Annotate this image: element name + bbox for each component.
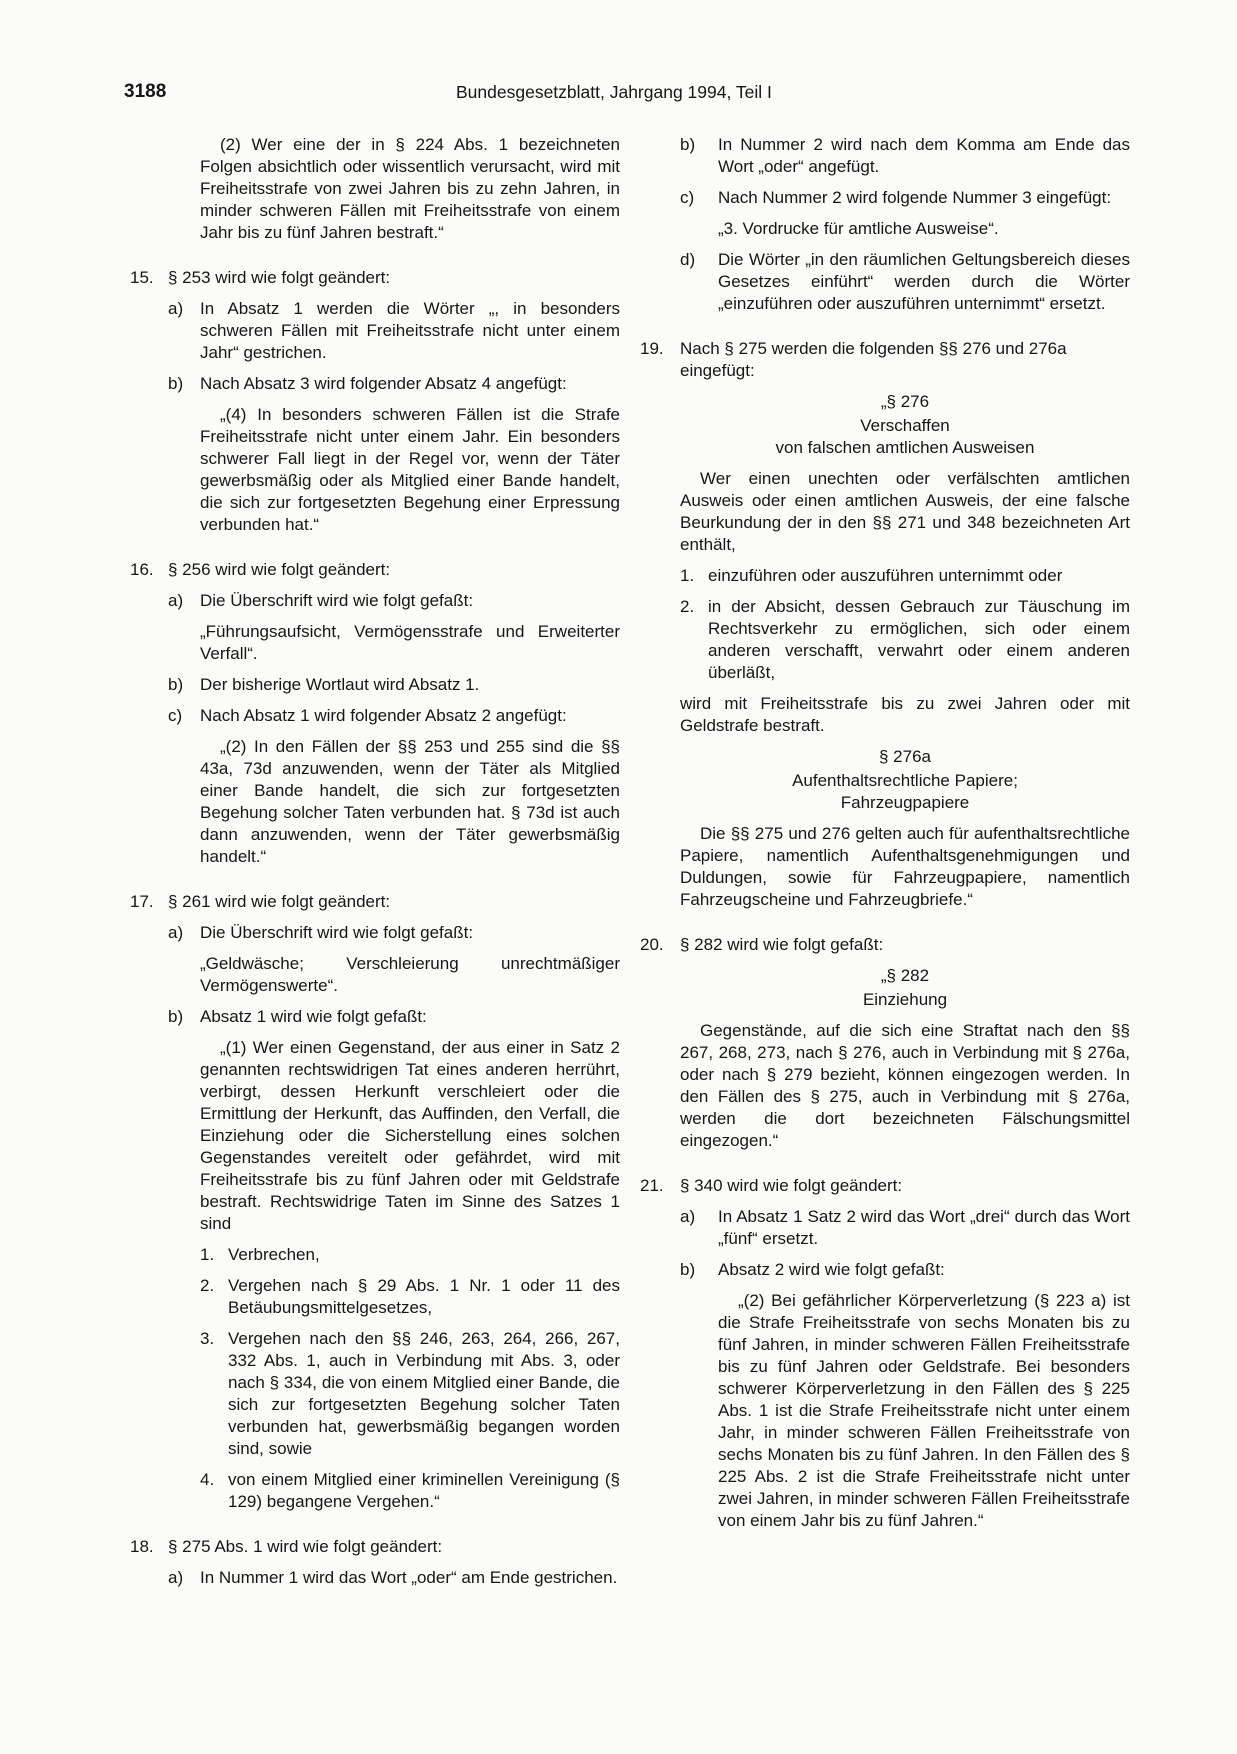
sub-text: Nach Absatz 1 wird folgender Absatz 2 angefügt: (200, 706, 567, 725)
section-276-item-1 (640, 565, 1130, 587)
item-text: § 340 wird wie folgt geändert: (680, 1176, 903, 1195)
item-15b (130, 373, 620, 395)
sub-letter: a) (168, 299, 184, 318)
list-item-4 (130, 1469, 620, 1513)
sub-letter: a) (168, 1568, 184, 1587)
section-276-closing: wird mit Freiheitsstrafe bis zu zwei Jahren oder mit Geldstrafe bestraft. (680, 694, 1130, 735)
list-text: einzuführen oder auszuführen unternimmt oder (708, 566, 1063, 585)
list-text: von einem Mitglied einer kriminellen Vereinigung (§ 129) begangene Vergehen.“ (228, 1470, 620, 1511)
list-number: 2. (200, 1276, 215, 1295)
item-15 (130, 267, 620, 289)
paragraph-intro: (2) Wer eine der in § 224 Abs. 1 bezeichneten Folgen absichtlich oder wissentlich verursacht, wird mit Freiheitsstrafe von zwei Jahren bis zu zehn Jahren, in minder schweren Fällen mit Freiheitsstrafe von einem Jahr bis zu fünf Jahren bestraft.“ (200, 135, 620, 242)
page-header (0, 81, 1237, 107)
running-title: Bundesgesetzblatt, Jahrgang 1994, Teil I (456, 82, 772, 102)
sub-text: Absatz 2 wird wie folgt gefaßt: (718, 1260, 945, 1279)
sub-text: In Absatz 1 Satz 2 wird das Wort „drei“ durch das Wort „fünf“ ersetzt. (718, 1207, 1130, 1248)
section-276a-paragraph: Die §§ 275 und 276 gelten auch für aufenthaltsrechtliche Papiere, namentlich Aufenthaltsgenehmigungen und Duldungen, sowie für Fahrzeugpapiere, namentlich Fahrzeugscheine und Fahrzeugbriefe.“ (680, 824, 1130, 909)
item-17b (130, 1006, 620, 1028)
item-text: § 275 Abs. 1 wird wie folgt geändert: (168, 1537, 443, 1556)
quote-15b: „(4) In besonders schweren Fällen ist die Strafe Freiheitsstrafe nicht unter einem Jahr. Ein besonders schwerer Fall liegt in der Regel vor, wenn der Täter gewerbsmäßig oder als Mitglied einer Bande handelt, die sich zur fortgesetzten Begehung einer Erpressung verbunden hat.“ (200, 405, 620, 534)
sub-text: Nach Nummer 2 wird folgende Nummer 3 eingefügt: (718, 188, 1112, 207)
item-number: 20. (640, 935, 664, 954)
list-number: 3. (200, 1329, 215, 1348)
item-16a (130, 590, 620, 612)
quote-17a: „Geldwäsche; Verschleierung unrechtmäßiger Vermögenswerte“. (200, 954, 620, 995)
section-276a-title-2: Fahrzeugpapiere (840, 793, 970, 812)
sub-letter: a) (680, 1207, 696, 1226)
sub-letter: b) (680, 135, 696, 154)
list-text: Verbrechen, (228, 1245, 320, 1264)
section-282-title: Einziehung (862, 990, 948, 1009)
right-column (640, 134, 1130, 1541)
list-number: 2. (680, 597, 695, 616)
item-21b (640, 1259, 1130, 1281)
quote-17b: „(1) Wer einen Gegenstand, der aus einer in Satz 2 genannten rechtswidrigen Tat eines anderen herrührt, verbirgt, dessen Herkunft verschleiert oder die Ermittlung der Herkunft, das Auffinden, den Verfall, die Einziehung oder die Sicherstellung eines solchen Gegenstandes vereitelt oder gefährdet, wird mit Freiheitsstrafe bis zu fünf Jahren oder mit Geldstrafe bestraft. Rechtswidrige Taten im Sinne des Satzes 1 sind (200, 1038, 620, 1233)
item-18b (640, 134, 1130, 178)
section-276-title-2: von falschen amtlichen Ausweisen (775, 438, 1035, 457)
sub-text: In Absatz 1 werden die Wörter „, in besonders schweren Fällen mit Freiheitsstrafe nicht unter einem Jahr“ gestrichen. (200, 299, 620, 362)
sub-letter: b) (680, 1260, 696, 1279)
item-number: 15. (130, 268, 154, 287)
section-282-heading: „§ 282 (880, 966, 930, 985)
item-18 (130, 1536, 620, 1558)
sub-letter: c) (168, 706, 183, 725)
list-text: Vergehen nach § 29 Abs. 1 Nr. 1 oder 11 des Betäubungsmittelgesetzes, (228, 1276, 620, 1317)
list-text: in der Absicht, dessen Gebrauch zur Täuschung im Rechtsverkehr zu ermöglichen, sich oder einem anderen verschafft, verwahrt oder einem anderen überläßt, (708, 597, 1130, 682)
item-number: 16. (130, 560, 154, 579)
quote-21b: „(2) Bei gefährlicher Körperverletzung (§ 223 a) ist die Strafe Freiheitsstrafe von sechs Monaten bis zu fünf Jahren, in minder schweren Fällen Freiheitsstrafe bis zu fünf Jahren oder Geldstrafe. Bei besonders schwerer Körperverletzung in den Fällen des § 225 Abs. 1 ist die Strafe Freiheitsstrafe nicht unter einem Jahr, in minder schweren Fällen Freiheitsstrafe von sechs Monaten bis zu fünf Jahren. In den Fällen des § 225 Abs. 2 ist die Strafe Freiheitsstrafe nicht unter zwei Jahren, in minder schweren Fällen Freiheitsstrafe von einem Jahr bis zu fünf Jahren.“ (718, 1291, 1130, 1530)
sub-letter: b) (168, 374, 184, 393)
sub-letter: b) (168, 675, 184, 694)
sub-text: In Nummer 2 wird nach dem Komma am Ende das Wort „oder“ angefügt. (718, 135, 1130, 176)
item-16c (130, 705, 620, 727)
sub-text: In Nummer 1 wird das Wort „oder“ am Ende gestrichen. (200, 1568, 618, 1587)
item-21 (640, 1175, 1130, 1197)
item-18d (640, 249, 1130, 315)
item-number: 17. (130, 892, 154, 911)
item-text: § 256 wird wie folgt geändert: (168, 560, 391, 579)
sub-text: Nach Absatz 3 wird folgender Absatz 4 angefügt: (200, 374, 567, 393)
list-item-1 (130, 1244, 620, 1266)
list-item-2 (130, 1275, 620, 1319)
quote-18c: „3. Vordrucke für amtliche Ausweise“. (718, 219, 999, 238)
list-number: 1. (680, 566, 695, 585)
item-number: 21. (640, 1176, 664, 1195)
item-number: 18. (130, 1537, 154, 1556)
list-text: Vergehen nach den §§ 246, 263, 264, 266, 267, 332 Abs. 1, auch in Verbindung mit Abs. 3, oder nach § 334, die von einem Mitglied einer Bande, die sich zur fortgesetzten Begehung solcher Taten verbunden hat, gewerbsmäßig begangen worden sind, sowie (228, 1329, 620, 1458)
sub-letter: c) (680, 188, 695, 207)
list-number: 1. (200, 1245, 215, 1264)
sub-text: Absatz 1 wird wie folgt gefaßt: (200, 1007, 427, 1026)
sub-text: Der bisherige Wortlaut wird Absatz 1. (200, 675, 480, 694)
item-21a (640, 1206, 1130, 1250)
item-text: § 282 wird wie folgt gefaßt: (680, 935, 884, 954)
quote-16c: „(2) In den Fällen der §§ 253 und 255 sind die §§ 43a, 73d anzuwenden, wenn der Täter als Mitglied einer Bande handelt, die sich zur fortgesetzten Begehung solcher Taten verbunden hat. § 73d ist auch dann anzuwenden, wenn der Täter gewerbsmäßig handelt.“ (200, 737, 620, 866)
item-text: § 261 wird wie folgt geändert: (168, 892, 391, 911)
item-19 (640, 338, 1130, 382)
sub-letter: a) (168, 591, 184, 610)
section-276-paragraph: Wer einen unechten oder verfälschten amtlichen Ausweis oder einen amtlichen Ausweis, der eine falsche Beurkundung der in den §§ 271 und 348 bezeichneten Art enthält, (680, 469, 1130, 554)
item-17a (130, 922, 620, 944)
section-276a-heading: § 276a (879, 747, 931, 766)
quote-16a: „Führungsaufsicht, Vermögensstrafe und Erweiterter Verfall“. (200, 622, 620, 663)
item-18a (130, 1567, 620, 1589)
item-20 (640, 934, 1130, 956)
item-16 (130, 559, 620, 581)
sub-text: Die Wörter „in den räumlichen Geltungsbereich dieses Gesetzes einführt“ werden durch die Wörter „einzuführen oder auszuführen unternimmt“ ersetzt. (718, 250, 1130, 313)
sub-text: Die Überschrift wird wie folgt gefaßt: (200, 923, 474, 942)
sub-text: Die Überschrift wird wie folgt gefaßt: (200, 591, 474, 610)
item-17 (130, 891, 620, 913)
left-column (130, 134, 620, 1598)
section-276-item-2 (640, 596, 1130, 684)
item-18c (640, 187, 1130, 209)
item-16b (130, 674, 620, 696)
sub-letter: b) (168, 1007, 184, 1026)
page-number: 3188 (124, 81, 167, 102)
section-276-heading: „§ 276 (880, 392, 930, 411)
section-276-title-1: Verschaffen (860, 416, 950, 435)
section-276a-title-1: Aufenthaltsrechtliche Papiere; (792, 771, 1018, 790)
section-282-paragraph: Gegenstände, auf die sich eine Straftat nach den §§ 267, 268, 273, nach § 276, auch in Verbindung mit § 276a, oder nach § 279 bezieht, können eingezogen werden. In den Fällen des § 275, auch in Verbindung mit § 276a, werden die dort bezeichneten Fälschungsmittel eingezogen.“ (680, 1021, 1130, 1150)
item-15a (130, 298, 620, 364)
item-text: § 253 wird wie folgt geändert: (168, 268, 391, 287)
item-number: 19. (640, 339, 664, 358)
list-item-3 (130, 1328, 620, 1460)
sub-letter: a) (168, 923, 184, 942)
item-text: Nach § 275 werden die folgenden §§ 276 und 276a eingefügt: (680, 339, 1067, 380)
list-number: 4. (200, 1470, 215, 1489)
sub-letter: d) (680, 250, 696, 269)
